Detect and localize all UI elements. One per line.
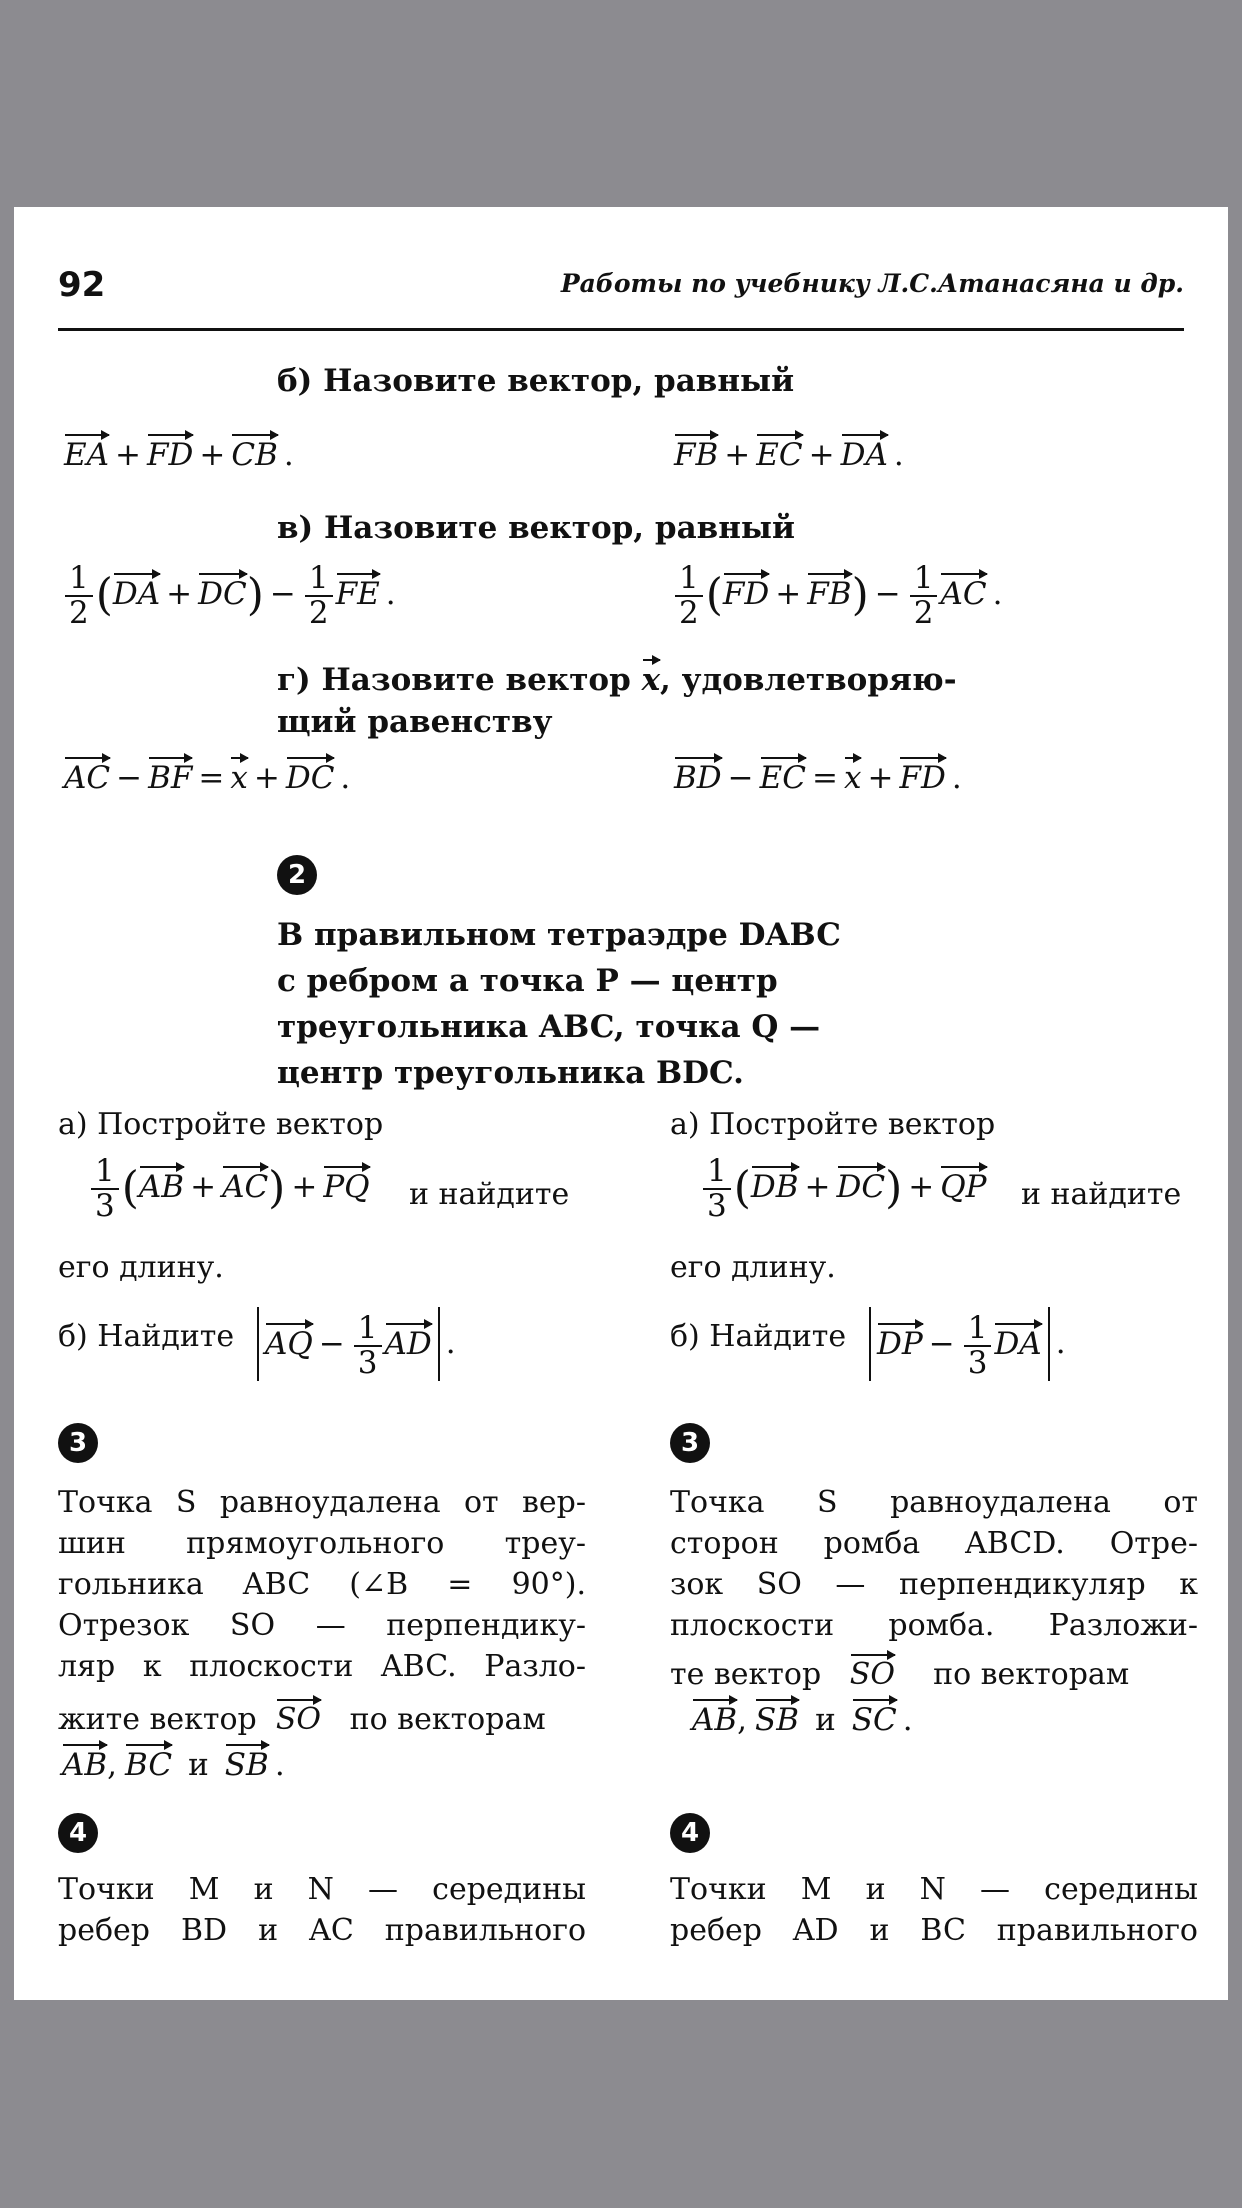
task1-d-right-equation: BD − EC = x + FD . (674, 755, 968, 796)
text-line: Отрезок SO — перпендику- (58, 1608, 586, 1643)
task2-right-a-label: а) Постройте вектор (670, 1107, 996, 1142)
vector: AB (62, 1742, 107, 1781)
task1-b-right-expression: FB + EC + DA . (674, 432, 910, 473)
text-line: плоскости ромба. Разложи- (670, 1608, 1198, 1643)
task2-left-a-expression: $\frac{1}{3}$ (AB + AC) + PQ (88, 1155, 370, 1222)
vector: AC (64, 755, 110, 794)
task2-right-b-label: б) Найдите (670, 1319, 847, 1354)
task3-right-number-badge: 3 (670, 1423, 710, 1463)
text-line: Точки M и N — середины (58, 1872, 586, 1907)
task2-left-b-label: б) Найдите (58, 1319, 235, 1354)
vector-x: x (642, 657, 660, 696)
task3-left-vectors: AB, BC и SB . (62, 1742, 291, 1783)
vector-x: x (230, 755, 247, 794)
task1-d-heading-cont: щий равенству (277, 704, 553, 740)
task2-right-find: и найдите (1021, 1177, 1182, 1212)
vector: AQ (265, 1321, 313, 1360)
statement-line: с ребром a точка P — центр (277, 963, 778, 999)
textbook-page (14, 207, 1228, 2000)
header-rule (58, 328, 1184, 331)
text-line: Точка S равноудалена от (670, 1485, 1198, 1520)
vector: QP (940, 1164, 986, 1203)
statement-line: В правильном тетраэдре DABC (277, 917, 841, 953)
task4-left-text (58, 1869, 586, 1951)
vector: EA (64, 432, 109, 471)
vector: SB (755, 1697, 799, 1736)
text-line: сторон ромба ABCD. Отре- (670, 1526, 1198, 1561)
vector: DB (751, 1164, 799, 1203)
vector: BF (148, 755, 192, 794)
absolute-value: DP − $\frac{1}{3}$ DA (869, 1307, 1050, 1381)
vector: FB (807, 571, 851, 610)
task4-left-number-badge: 4 (58, 1813, 98, 1853)
text-line: зок SO — перпендикуляр к (670, 1567, 1198, 1602)
fraction: $\frac{1}{3}$ (354, 1312, 382, 1379)
fraction: $\frac{1}{3}$ (703, 1155, 731, 1222)
vector: CB (231, 432, 278, 471)
task2-left-length: его длину. (58, 1250, 224, 1285)
task1-c-right-expression: $\frac{1}{2}$ (FD + FB) − $\frac{1}{2}$ AC . (672, 562, 1008, 629)
vector: DC (837, 1164, 886, 1203)
vector: FD (899, 755, 945, 794)
vector: SB (225, 1742, 269, 1781)
task2-left-find: и найдите (409, 1177, 570, 1212)
vector: FD (723, 571, 769, 610)
vector: FE (336, 571, 380, 610)
vector: DP (877, 1321, 923, 1360)
vector-x: x (844, 755, 861, 794)
vector: DC (198, 571, 247, 610)
vector: AB (139, 1164, 184, 1203)
task1-c-left-expression: $\frac{1}{2}$ (DA + DC) − $\frac{1}{2}$ FE . (62, 562, 402, 629)
statement-line: треугольника ABC, точка Q — (277, 1009, 821, 1045)
fraction: $\frac{1}{2}$ (675, 562, 703, 629)
vector: AD (385, 1321, 432, 1360)
vector: EC (760, 755, 806, 794)
task2-right-length: его длину. (670, 1250, 836, 1285)
fraction: $\frac{1}{2}$ (305, 562, 333, 629)
task3-left-number-badge: 3 (58, 1423, 98, 1463)
task2-right-a-expression: $\frac{1}{3}$ (DB + DC) + QP (700, 1155, 987, 1222)
vector: AC (940, 571, 986, 610)
vector: AB (692, 1697, 737, 1736)
text-line: ребер BD и AC правильного (58, 1913, 586, 1948)
text-line: Точка S равноудалена от вер- (58, 1485, 586, 1520)
text-line: ляр к плоскости ABC. Разло- (58, 1649, 586, 1684)
text-line: ребер AD и BC правильного (670, 1913, 1198, 1948)
fraction: $\frac{1}{3}$ (91, 1155, 119, 1222)
task2-number-badge: 2 (277, 855, 317, 895)
absolute-value: AQ − $\frac{1}{3}$ AD (257, 1307, 440, 1381)
fraction: $\frac{1}{2}$ (910, 562, 938, 629)
vector: SO (276, 1697, 321, 1735)
task4-right-text (670, 1869, 1198, 1951)
statement-line: центр треугольника BDC. (277, 1055, 744, 1091)
task3-right-decompose: те вектор SO по векторам (670, 1652, 1129, 1692)
text-line: Точки M и N — середины (670, 1872, 1198, 1907)
vector: EC (756, 432, 802, 471)
text-line: шин прямоугольного треу- (58, 1526, 586, 1561)
fraction: $\frac{1}{2}$ (65, 562, 93, 629)
vector: DC (286, 755, 335, 794)
task1-d-left-equation: AC − BF = x + DC . (64, 755, 356, 796)
vector: BD (674, 755, 722, 794)
task1-b-heading: б) Назовите вектор, равный (277, 363, 795, 399)
task3-right-text (670, 1482, 1198, 1646)
vector: DA (841, 432, 888, 471)
task3-left-text (58, 1482, 586, 1687)
task1-b-left-expression: EA + FD + CB . (64, 432, 300, 473)
vector: PQ (323, 1164, 369, 1203)
task1-d-heading: г) Назовите вектор x, удовлетворяю- (277, 657, 957, 698)
vector: DA (994, 1321, 1041, 1360)
running-head: Работы по учебнику Л.С.Атанасяна и др. (560, 269, 1184, 298)
vector: FB (674, 432, 718, 471)
task3-left-decompose: жите вектор SO по векторам (58, 1697, 546, 1737)
vector: DA (113, 571, 160, 610)
text-line: гольника ABC (∠B = 90°). (58, 1567, 586, 1602)
vector: AC (222, 1164, 268, 1203)
vector: SC (852, 1697, 897, 1736)
task2-left-a-label: а) Постройте вектор (58, 1107, 384, 1142)
task3-right-vectors: AB, SB и SC . (692, 1697, 919, 1738)
task4-right-number-badge: 4 (670, 1813, 710, 1853)
task2-right-b-expression: DP − $\frac{1}{3}$ DA . (869, 1307, 1072, 1381)
page-number: 92 (58, 265, 106, 305)
task1-c-heading: в) Назовите вектор, равный (277, 510, 795, 546)
task2-left-b-expression: AQ − $\frac{1}{3}$ AD . (257, 1307, 462, 1381)
vector: BC (125, 1742, 172, 1781)
task2-statement (277, 912, 841, 1096)
fraction: $\frac{1}{3}$ (964, 1312, 992, 1379)
vector: SO (850, 1652, 895, 1690)
vector: FD (147, 432, 193, 471)
